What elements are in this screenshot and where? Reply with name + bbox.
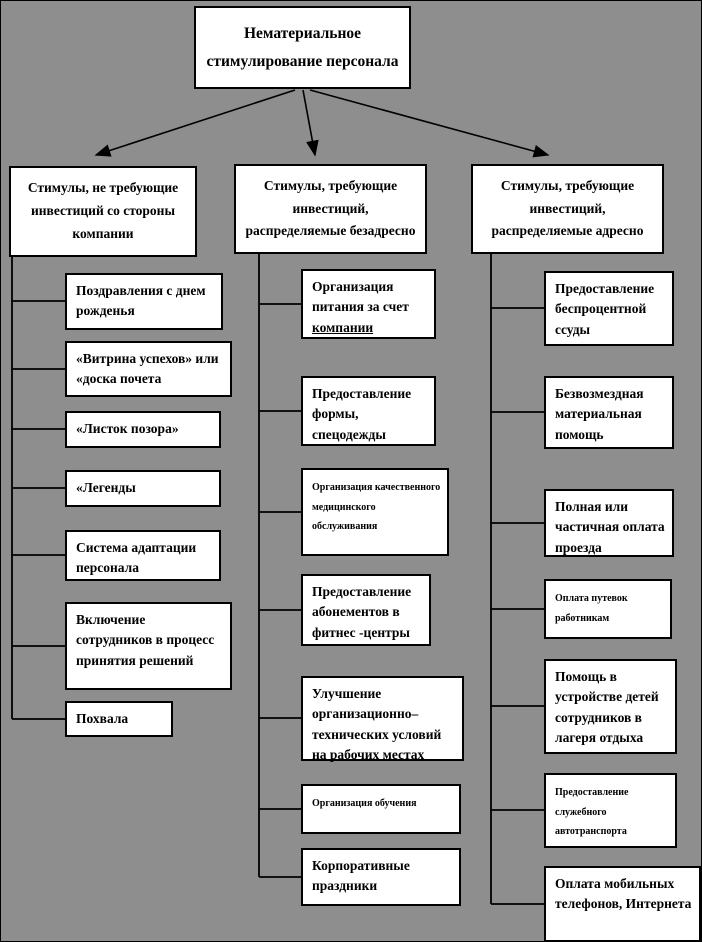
col3-item-6: Предоставление служебного автотранспорта <box>544 773 677 848</box>
col2-item-1-underlined-text: компании <box>312 319 374 335</box>
col3-item-5: Помощь в устройстве детей сотрудников в лагеря отдыха <box>544 659 677 754</box>
root-box: Нематериальное стимулирование персонала <box>194 6 411 89</box>
col1-item-1: Поздравления с днем рожденья <box>65 273 223 330</box>
col2-item-1-text: Организация питания за счет <box>312 279 409 315</box>
col3-item-2: Безвозмездная материальная помощь <box>544 376 674 449</box>
col2-item-7: Корпоративные праздники <box>301 848 461 906</box>
col1-item-5: Система адаптации персонала <box>65 530 221 581</box>
col3-item-1: Предоставление беспроцентной ссуды <box>544 271 674 346</box>
col2-item-5: Улучшение организационно–технических условий на рабочих местах <box>301 676 464 761</box>
column-2-header: Стимулы, требующие инвестиций, распределяемые безадресно <box>234 164 427 254</box>
column-2-tree <box>259 254 301 877</box>
col1-item-3: «Листок позора» <box>65 411 221 448</box>
col1-item-4: «Легенды <box>65 470 221 507</box>
column-1-tree <box>12 256 65 719</box>
root-arrows <box>96 90 548 155</box>
col1-item-2: «Витрина успехов» или «доска почета <box>65 341 232 397</box>
col3-item-3: Полная или частичная оплата проезда <box>544 489 674 557</box>
col2-item-6: Организация обучения <box>301 784 461 834</box>
column-3-header: Стимулы, требующие инвестиций, распределяемые адресно <box>471 164 664 254</box>
col3-item-4: Оплата путевок работникам <box>544 579 672 639</box>
column-3-tree <box>491 254 544 904</box>
column-1-header: Стимулы, не требующие инвестиций со стороны компании <box>9 166 197 257</box>
col2-item-1 <box>301 269 436 339</box>
col3-item-7: Оплата мобильных телефонов, Интернета <box>544 866 701 942</box>
col1-item-6: Включение сотрудников в процесс принятия решений <box>65 602 232 690</box>
col2-item-3: Организация качественного медицинского обслуживания <box>301 468 449 556</box>
col2-item-2: Предоставление формы, спецодежды <box>301 376 436 446</box>
col1-item-7: Похвала <box>65 701 173 737</box>
col2-item-4: Предоставление абонементов в фитнес -центры <box>301 574 431 646</box>
